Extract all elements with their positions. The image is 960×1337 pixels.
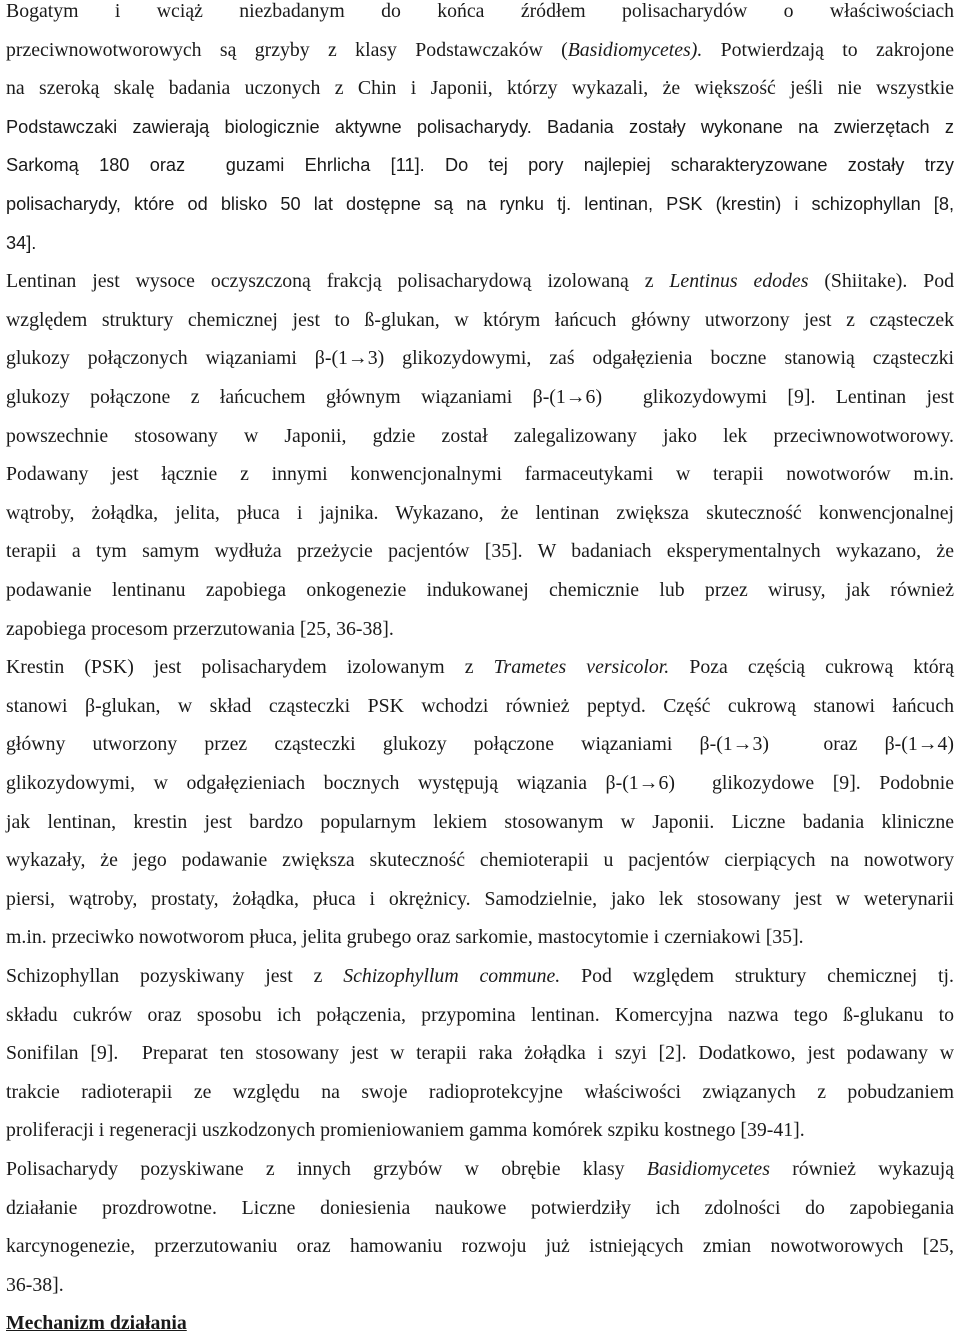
text-line: [6, 423, 954, 450]
text-span: Podawany jest łącznie z innymi konwencjonalnymi farmaceutykami w terapii nowotworów m.in.: [6, 463, 954, 486]
text-span: wykazały, że jego podawanie zwiększa skuteczność chemioterapii u pacjentów cierpiących na nowotwory: [6, 849, 954, 872]
text-span: Pod względem struktury chemicznej tj.: [560, 965, 954, 987]
text-line: [6, 345, 954, 372]
text-line: [6, 1233, 954, 1260]
text-line: [6, 37, 954, 64]
text-line: [6, 1117, 954, 1144]
text-span: karcynogenezie, przerzutowaniu oraz hamowaniu rozwoju już istniejących zmian nowotworowych [25,: [6, 1235, 954, 1258]
text-span: 36-38].: [6, 1273, 64, 1296]
text-span: piersi, wątroby, prostaty, żołądka, płuca i okrężnicy. Samodzielnie, jako lek stosowany jest w weterynarii: [6, 887, 954, 910]
text-span: podawanie lentinanu zapobiega onkogenezie indukowanej chemicznie lub przez wirusy, jak również: [6, 579, 954, 601]
text-line: [6, 114, 954, 141]
text-span: polisacharydy, które od blisko 50 lat dostępne są na rynku tj. lentinan, PSK (krestin) i schizophyllan [8,: [6, 194, 954, 214]
text-span: proliferacji i regeneracji uszkodzonych promieniowaniem gamma komórek szpiku kostnego [39-41].: [6, 1119, 805, 1142]
text-line: [6, 654, 954, 681]
italic-text: Basidiomycetes: [646, 1158, 770, 1180]
text-span: Sarkomą 180 oraz guzami Ehrlicha [11]. Do tej pory najlepiej scharakteryzowane zostały trzy: [6, 155, 954, 176]
text-line: [6, 191, 954, 218]
text-line: [6, 268, 954, 295]
italic-text: Lentinus edodes: [669, 270, 809, 293]
text-span: stanowi β-glukan, w skład cząsteczki PSK wchodzi również peptyd. Część cukrową stanowi łańcuch: [6, 694, 954, 717]
italic-text: Basidiomycetes).: [567, 38, 703, 61]
italic-text: Trametes versicolor.: [493, 656, 670, 679]
text-line: [6, 1079, 954, 1106]
text-span: (Shiitake). Pod: [808, 270, 954, 293]
text-line: [6, 1156, 954, 1183]
text-span: terapii a tym samym wydłuża przeżycie pacjentów [35]. W badaniach eksperymentalnych wykazano, że: [6, 540, 954, 563]
text-span: m.in. przeciwko nowotworom płuca, jelita grubego oraz sarkomie, mastocytomie i czerniakowi [35].: [6, 926, 804, 949]
text-span: na szeroką skalę badania uczonych z Chin i Japonii, którzy wykazali, że większość jeśli nie wszystkie: [6, 77, 954, 100]
text-line: [6, 500, 954, 527]
text-line: [6, 886, 954, 913]
text-span: Podstawczaki zawierają biologicznie aktywne polisacharydy. Badania zostały wykonane na zwierzętach z: [6, 116, 954, 137]
text-line: [6, 963, 954, 990]
text-line: [6, 152, 954, 179]
text-span: względem struktury chemicznej jest to ß-glukan, w którym łańcuch główny utworzony jest z cząsteczek: [6, 308, 954, 331]
text-span: glukozy połączonych wiązaniami β-(1→3) glikozydowymi, zaś odgałęzienia boczne stanowią cząsteczki: [6, 347, 954, 370]
text-span: 34].: [6, 232, 37, 253]
text-span: Lentinan jest wysoce oczyszczoną frakcją polisacharydową izolowaną z: [6, 270, 670, 293]
text-span: składu cukrów oraz sposobu ich połączenia, przypomina lentinan. Komercyjna nazwa tego ß-glukanu to: [6, 1003, 954, 1026]
text-line: [6, 384, 954, 411]
text-line: [6, 1272, 954, 1299]
text-span: Poza częścią cukrową którą: [669, 656, 954, 679]
text-span: Bogatym i wciąż niezbadanym do końca źródłem polisacharydów o właściwościach: [6, 0, 954, 22]
text-span: główny utworzony przez cząsteczki glukozy połączone wiązaniami β-(1→3) oraz β-(1→4): [6, 733, 954, 756]
text-span: wątroby, żołądka, jelita, płuca i jajnika. Wykazano, że lentinan zwiększa skuteczność konwencjonalnej: [6, 501, 954, 524]
text-line: [6, 75, 954, 102]
text-span: jak lentinan, krestin jest bardzo popularnym lekiem stosowanym w Japonii. Liczne badania kliniczne: [6, 810, 954, 833]
text-span: działanie prozdrowotne. Liczne doniesienia naukowe potwierdziły ich zdolności do zapobiegania: [6, 1196, 954, 1219]
text-span: Schizophyllan pozyskiwany jest z: [6, 965, 344, 987]
text-line: [6, 731, 954, 758]
text-line: [6, 461, 954, 488]
text-line: [6, 1002, 954, 1029]
text-line: [6, 847, 954, 874]
text-span: Krestin (PSK) jest polisacharydem izolowanym z: [6, 656, 494, 679]
text-line: [6, 0, 954, 25]
text-line: [6, 809, 954, 836]
text-line: [6, 577, 954, 604]
text-line: [6, 1195, 954, 1222]
text-line: [6, 616, 954, 643]
text-span: Sonifilan [9]. Preparat ten stosowany jest w terapii raka żołądka i szyi [2]. Dodatkowo, jest podawany w: [6, 1042, 954, 1065]
text-line: [6, 230, 954, 257]
text-line: [6, 1040, 954, 1067]
text-span: zapobiega procesom przerzutowania [25, 36-38].: [6, 617, 394, 640]
text-line: [6, 307, 954, 334]
italic-text: Schizophyllum commune.: [343, 965, 561, 987]
text-span: glukozy połączone z łańcuchem głównym wiązaniami β-(1→6) glikozydowymi [9]. Lentinan jest: [6, 386, 954, 408]
text-span: Potwierdzają to zakrojone: [702, 38, 954, 61]
text-span: glikozydowymi, w odgałęzieniach bocznych występują wiązania β-(1→6) glikozydowe [9]. Podobnie: [6, 772, 954, 794]
text-span: trakcie radioterapii ze względu na swoje radioprotekcyjne właściwości związanych z pobudzaniem: [6, 1080, 954, 1103]
text-span: również wykazują: [769, 1158, 954, 1180]
text-span: powszechnie stosowany w Japonii, gdzie został zalegalizowany jako lek przeciwnowotworowy.: [6, 424, 954, 447]
text-span: przeciwnowotworowych są grzyby z klasy Podstawczaków (: [6, 38, 568, 61]
text-line: [6, 693, 954, 720]
text-line: [6, 924, 954, 951]
text-line: [6, 538, 954, 565]
section-heading: Mechanizm działania: [6, 1312, 187, 1335]
text-span: Polisacharydy pozyskiwane z innych grzybów w obrębie klasy: [6, 1158, 647, 1180]
text-line: [6, 770, 954, 797]
